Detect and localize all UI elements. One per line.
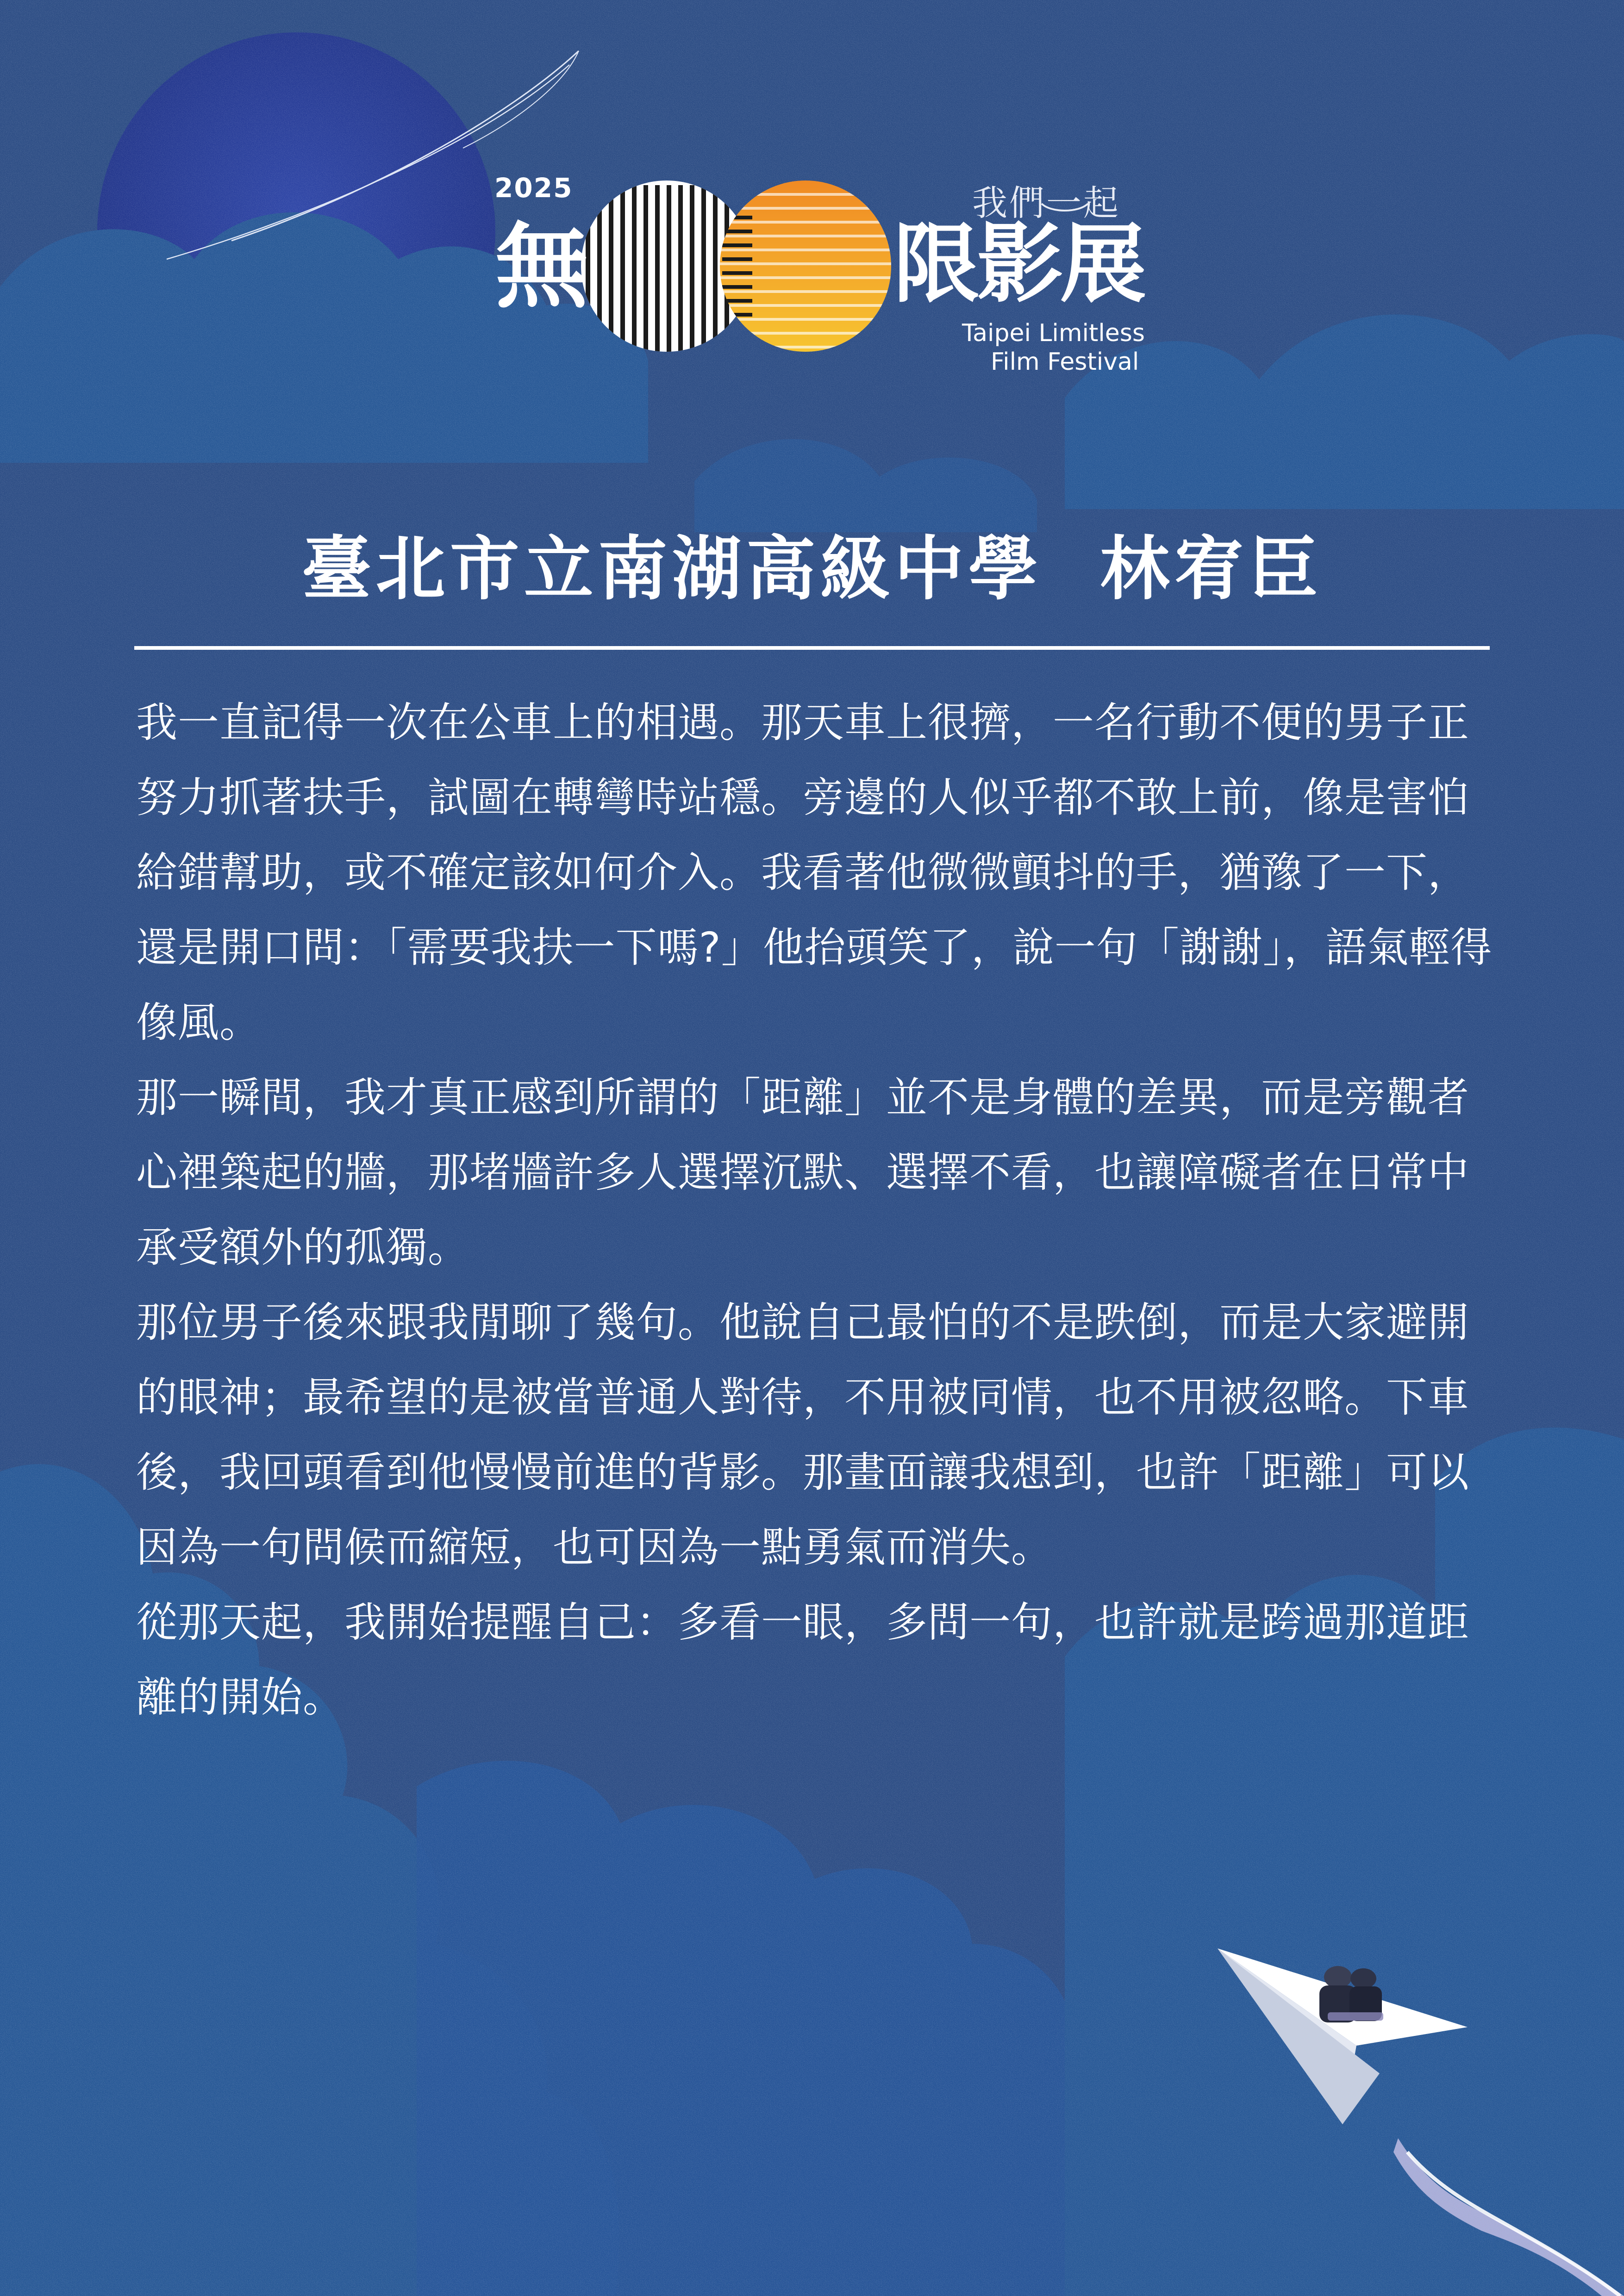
paper-plane-illustration [1204, 1935, 1624, 2296]
essay-paragraph: 那位男子後來跟我閒聊了幾句。他說自己最怕的不是跌倒，而是大家避開的眼神；最希望的是被當普通人對待，不用被同情，也不用被忽略。下車後，我回頭看到他慢慢前進的背影。那畫面讓我想到，也許「距離」可以因為一句問候而縮短，也可因為一點勇氣而消失。 [136, 1298, 1469, 1571]
logo-title-first: 無 [495, 213, 588, 321]
essay-title: 臺北市立南湖高級中學 林宥臣 [301, 529, 1323, 610]
passenger-head [1350, 1968, 1376, 1989]
passenger-head [1324, 1966, 1352, 1988]
logo-circles [0, 0, 1624, 417]
title-divider [134, 646, 1490, 650]
essay-paragraph: 從那天起，我開始提醒自己：多看一眼，多問一句，也許就是跨過那道距離的開始。 [136, 1598, 1469, 1721]
essay-paragraph: 我一直記得一次在公車上的相遇。那天車上很擠，一名行動不便的男子正努力抓著扶手，試圖在轉彎時站穩。旁邊的人似乎都不敢上前，像是害怕給錯幫助，或不確定該如何介入。我看著他微微顫抖的手，猶豫了一下，還是開口問：「需要我扶一下嗎?」他抬頭笑了，說一句「謝謝」，語氣輕得像風。 [136, 698, 1493, 1046]
logo-title-rest: 限影展 [893, 214, 1144, 314]
logo-year: 2025 [494, 172, 573, 204]
logo-slogan: 我們一起 [972, 182, 1120, 224]
logo-english-line-1: Taipei Limitless [962, 319, 1145, 347]
logo-english-line-2: Film Festival [991, 348, 1139, 376]
festival-logo [0, 0, 1624, 417]
essay-paragraph: 那一瞬間，我才真正感到所謂的「距離」並不是身體的差異，而是旁觀者心裡築起的牆，那堵牆許多人選擇沉默、選擇不看，也讓障礙者在日常中承受額外的孤獨。 [136, 1073, 1469, 1271]
essay-body [136, 685, 1493, 1735]
